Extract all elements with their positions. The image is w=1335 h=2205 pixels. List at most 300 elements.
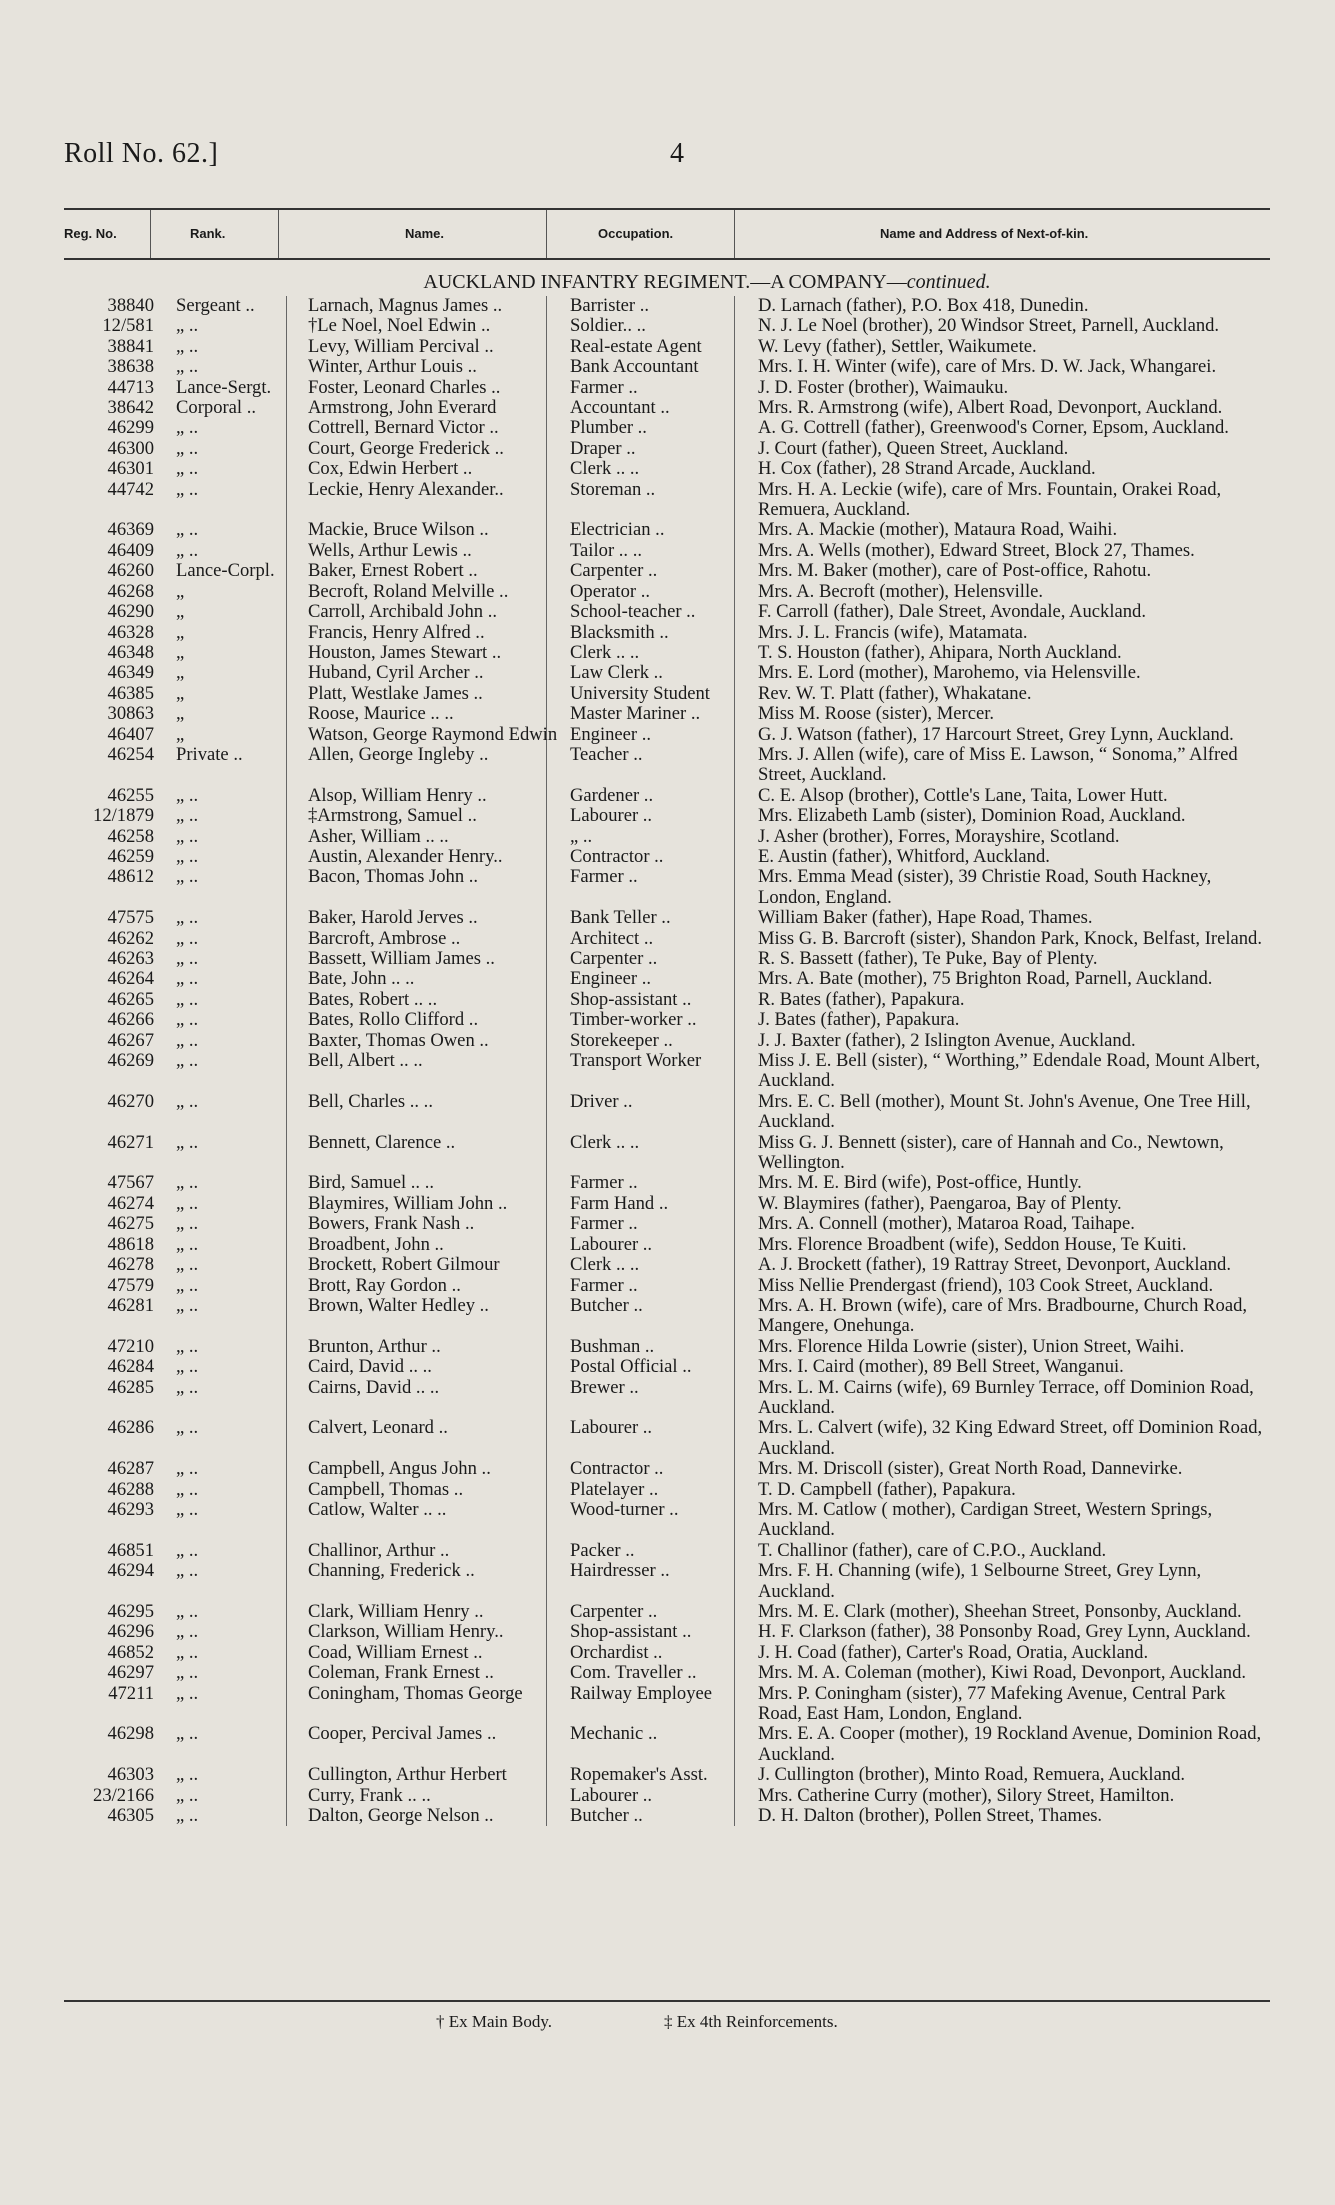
reg-number: 46254 (107, 743, 154, 765)
next-of-kin: Mrs. A. Bate (mother), 75 Brighton Road, Parnell, Auckland. (758, 968, 1213, 990)
reg-number: 46281 (107, 1294, 154, 1316)
next-of-kin: W. Levy (father), Settler, Waikumete. (758, 335, 1037, 357)
reg-number: 46852 (107, 1641, 154, 1663)
rank: Lance-Sergt. (176, 376, 272, 398)
rank: „ .. (176, 1764, 199, 1786)
soldier-name: Broadbent, John .. (308, 1233, 444, 1255)
soldier-name: Baker, Harold Jerves .. (308, 907, 478, 929)
occupation: Architect .. (570, 927, 654, 949)
reg-number: 46271 (107, 1131, 154, 1153)
table-row (64, 1133, 1270, 1174)
section-title: AUCKLAND INFANTRY REGIMENT.—A COMPANY—continued. (423, 271, 991, 293)
table-row (64, 1480, 1270, 1500)
column-divider (278, 210, 279, 258)
column-divider (734, 210, 735, 258)
soldier-name: Cottrell, Bernard Victor .. (308, 417, 499, 439)
next-of-kin: Miss J. E. Bell (sister), “ Worthing,” Edendale Road, Mount Albert, Auckland. (758, 1050, 1261, 1092)
next-of-kin: J. D. Foster (brother), Waimauku. (758, 376, 1009, 398)
next-of-kin: Mrs. E. Lord (mother), Marohemo, via Helensville. (758, 662, 1141, 684)
rank: „ .. (176, 1254, 199, 1276)
soldier-name: Bell, Albert .. .. (308, 1050, 423, 1072)
rank: „ .. (176, 1294, 199, 1316)
rank: „ .. (176, 1784, 199, 1806)
occupation: School-teacher .. (570, 601, 696, 623)
rank: „ .. (176, 1682, 199, 1704)
occupation: University Student (570, 682, 710, 704)
table-row (64, 602, 1270, 622)
rank: „ .. (176, 356, 199, 378)
rank: „ .. (176, 845, 199, 867)
reg-number: 46303 (107, 1764, 154, 1786)
next-of-kin: G. J. Watson (father), 17 Harcourt Street, Grey Lynn, Auckland. (758, 723, 1234, 745)
occupation: Plumber .. (570, 417, 647, 439)
next-of-kin: J. Asher (brother), Forres, Morayshire, Scotland. (758, 825, 1120, 847)
rank: „ .. (176, 1090, 199, 1112)
rank: „ .. (176, 1376, 199, 1398)
occupation: Tailor .. .. (570, 539, 643, 561)
occupation: Driver .. (570, 1090, 633, 1112)
soldier-name: Cullington, Arthur Herbert (308, 1764, 507, 1786)
occupation: Butcher .. (570, 1805, 643, 1827)
rank: „ .. (176, 988, 199, 1010)
table-row (64, 908, 1270, 928)
rank: Sergeant .. (176, 295, 255, 316)
next-of-kin: R. S. Bassett (father), Te Puke, Bay of Plenty. (758, 948, 1098, 969)
rank: „ (176, 641, 185, 663)
reg-number: 46268 (107, 580, 154, 602)
next-of-kin: Miss G. J. Bennett (sister), care of Hannah and Co., Newtown, Wellington. (758, 1131, 1224, 1174)
rank: „ .. (176, 927, 199, 949)
rank: „ .. (176, 866, 199, 888)
occupation: Labourer .. (570, 805, 653, 827)
next-of-kin: E. Austin (father), Whitford, Auckland. (758, 845, 1050, 867)
occupation: Farmer .. (570, 866, 638, 888)
reg-number: 47210 (107, 1335, 154, 1357)
reg-number: 38841 (107, 335, 154, 357)
occupation: Storekeeper .. (570, 1029, 673, 1051)
next-of-kin: H. F. Clarkson (father), 38 Ponsonby Road, Grey Lynn, Auckland. (758, 1621, 1251, 1643)
rank: „ .. (176, 968, 199, 990)
soldier-name: Court, George Frederick .. (308, 437, 504, 459)
next-of-kin: Mrs. M. Baker (mother), care of Post-office, Rahotu. (758, 560, 1152, 582)
next-of-kin: Mrs. M. E. Clark (mother), Sheehan Street, Ponsonby, Auckland. (758, 1601, 1242, 1622)
reg-number: 46266 (107, 1009, 154, 1031)
rank: „ .. (176, 1805, 199, 1827)
rank: „ (176, 662, 185, 684)
occupation: Clerk .. .. (570, 458, 640, 480)
soldier-name: Winter, Arthur Louis .. (308, 356, 477, 378)
next-of-kin: Mrs. L. M. Cairns (wife), 69 Burnley Terrace, off Dominion Road, Auckland. (758, 1376, 1254, 1418)
rank: „ .. (176, 1356, 199, 1378)
soldier-name: Brockett, Robert Gilmour (308, 1254, 500, 1276)
occupation: Wood-turner .. (570, 1498, 679, 1520)
table-row (64, 1684, 1270, 1725)
soldier-name: Levy, William Percival .. (308, 335, 494, 357)
soldier-name: ‡Armstrong, Samuel .. (308, 805, 477, 827)
table-row (64, 827, 1270, 847)
soldier-name: Brott, Ray Gordon .. (308, 1274, 461, 1296)
soldier-name: Bacon, Thomas John .. (308, 866, 479, 888)
next-of-kin: J. J. Baxter (father), 2 Islington Avenue, Auckland. (758, 1029, 1136, 1051)
reg-number: 46293 (107, 1498, 154, 1520)
soldier-name: Asher, William .. .. (308, 825, 449, 847)
table-row (64, 1031, 1270, 1051)
roll-rows (64, 296, 1270, 1826)
occupation: Labourer .. (570, 1417, 653, 1439)
soldier-name: Bowers, Frank Nash .. (308, 1213, 475, 1235)
table-row (64, 1051, 1270, 1092)
table-row (64, 1602, 1270, 1622)
table-row (64, 398, 1270, 418)
reg-number: 46349 (107, 662, 154, 684)
soldier-name: Huband, Cyril Archer .. (308, 662, 484, 684)
reg-number: 44742 (107, 478, 154, 500)
next-of-kin: Rev. W. T. Platt (father), Whakatane. (758, 682, 1032, 704)
occupation: Carpenter .. (570, 560, 658, 582)
reg-number: 46305 (107, 1805, 154, 1827)
table-row (64, 867, 1270, 908)
soldier-name: Bates, Robert .. .. (308, 988, 438, 1010)
rank: „ .. (176, 458, 199, 480)
table-row (64, 663, 1270, 683)
occupation: Com. Traveller .. (570, 1662, 697, 1684)
next-of-kin: Mrs. E. A. Cooper (mother), 19 Rockland Avenue, Dominion Road, Auckland. (758, 1723, 1262, 1765)
occupation: Farmer .. (570, 376, 638, 398)
occupation: Clerk .. .. (570, 1254, 640, 1276)
rank: „ .. (176, 1641, 199, 1663)
soldier-name: Barcroft, Ambrose .. (308, 927, 461, 949)
next-of-kin: H. Cox (father), 28 Strand Arcade, Auckland. (758, 458, 1096, 480)
next-of-kin: Mrs. Emma Mead (sister), 39 Christie Road, South Hackney, London, England. (758, 866, 1212, 908)
rank: „ .. (176, 519, 199, 541)
rank: „ .. (176, 1601, 199, 1622)
occupation: Accountant .. (570, 397, 670, 419)
reg-number: 46262 (107, 927, 154, 949)
soldier-name: Cooper, Percival James .. (308, 1723, 497, 1745)
soldier-name: Cairns, David .. .. (308, 1376, 440, 1398)
soldier-name: Coningham, Thomas George (308, 1682, 523, 1704)
next-of-kin: Mrs. Catherine Curry (mother), Silory Street, Hamilton. (758, 1784, 1175, 1806)
table-row (64, 990, 1270, 1010)
soldier-name: Cox, Edwin Herbert .. (308, 458, 473, 480)
table-row (64, 1255, 1270, 1275)
column-divider (546, 210, 547, 258)
occupation: Bank Accountant (570, 356, 699, 378)
occupation: Master Mariner .. (570, 703, 701, 725)
next-of-kin: Mrs. H. A. Leckie (wife), care of Mrs. Fountain, Orakei Road, Remuera, Auckland. (758, 478, 1222, 521)
occupation: Railway Employee (570, 1682, 712, 1704)
soldier-name: Channing, Frederick .. (308, 1560, 475, 1582)
table-row (64, 1643, 1270, 1663)
next-of-kin: Mrs. L. Calvert (wife), 32 King Edward Street, off Dominion Road, Auckland. (758, 1417, 1263, 1459)
rank: Private .. (176, 743, 243, 765)
table-row (64, 704, 1270, 724)
rank: „ .. (176, 1274, 199, 1296)
table-row (64, 1806, 1270, 1826)
rank: „ (176, 723, 185, 745)
soldier-name: Brunton, Arthur .. (308, 1335, 441, 1357)
next-of-kin: J. Bates (father), Papakura. (758, 1009, 960, 1031)
table-row (64, 1296, 1270, 1337)
reg-number: 46285 (107, 1376, 154, 1398)
reg-number: 47211 (108, 1682, 154, 1704)
occupation: Contractor .. (570, 1458, 664, 1480)
col-head-kin: Name and Address of Next-of-kin. (880, 226, 1089, 241)
soldier-name: Baxter, Thomas Owen .. (308, 1029, 489, 1051)
next-of-kin: R. Bates (father), Papakura. (758, 988, 965, 1010)
footnote-main-body: † Ex Main Body. (436, 2012, 553, 2031)
next-of-kin: T. D. Campbell (father), Papakura. (758, 1478, 1016, 1500)
table-row (64, 1418, 1270, 1459)
occupation: Carpenter .. (570, 948, 658, 969)
rank: „ .. (176, 539, 199, 561)
occupation: Postal Official .. (570, 1356, 692, 1378)
rank: „ (176, 703, 185, 725)
reg-number: 46296 (107, 1621, 154, 1643)
soldier-name: Roose, Maurice .. .. (308, 703, 454, 725)
reg-number: 46348 (107, 641, 154, 663)
next-of-kin: Mrs. A. Connell (mother), Mataroa Road, Taihape. (758, 1213, 1135, 1235)
occupation: Draper .. (570, 437, 636, 459)
reg-number: 46284 (107, 1356, 154, 1378)
next-of-kin: Mrs. J. L. Francis (wife), Matamata. (758, 621, 1028, 643)
occupation: Law Clerk .. (570, 662, 663, 684)
table-row (64, 439, 1270, 459)
table-row (64, 378, 1270, 398)
occupation: Storeman .. (570, 478, 656, 500)
reg-number: 46297 (107, 1662, 154, 1684)
table-row (64, 1337, 1270, 1357)
rank: „ .. (176, 1498, 199, 1520)
occupation: Teacher .. (570, 743, 643, 765)
occupation: Bushman .. (570, 1335, 655, 1357)
reg-number: 46274 (107, 1192, 154, 1214)
rank: „ .. (176, 1050, 199, 1072)
reg-number: 38638 (107, 356, 154, 378)
rank: „ (176, 601, 185, 623)
rank: „ .. (176, 1009, 199, 1031)
occupation: Farmer .. (570, 1274, 638, 1296)
occupation: „ .. (570, 825, 593, 847)
table-row (64, 725, 1270, 745)
col-head-rank: Rank. (190, 226, 226, 241)
next-of-kin: Mrs. I. Caird (mother), 89 Bell Street, Wanganui. (758, 1356, 1124, 1378)
soldier-name: Armstrong, John Everard (308, 397, 497, 419)
roll-table (64, 208, 1270, 1826)
reg-number: 46263 (107, 948, 154, 969)
next-of-kin: William Baker (father), Hape Road, Thames. (758, 907, 1093, 929)
rank: „ .. (176, 1621, 199, 1643)
soldier-name: Alsop, William Henry .. (308, 784, 487, 806)
next-of-kin: Mrs. M. Driscoll (sister), Great North Road, Dannevirke. (758, 1458, 1183, 1480)
reg-number: 12/581 (102, 315, 154, 337)
reg-number: 48618 (107, 1233, 154, 1255)
soldier-name: Caird, David .. .. (308, 1356, 432, 1378)
soldier-name: Carroll, Archibald John .. (308, 601, 498, 623)
reg-number: 46851 (107, 1539, 154, 1561)
next-of-kin: N. J. Le Noel (brother), 20 Windsor Street, Parnell, Auckland. (758, 315, 1220, 337)
reg-number: 30863 (107, 703, 154, 725)
reg-number: 38642 (107, 397, 154, 419)
rank: „ .. (176, 437, 199, 459)
next-of-kin: J. Court (father), Queen Street, Auckland. (758, 437, 1069, 459)
reg-number: 46290 (107, 601, 154, 623)
soldier-name: †Le Noel, Noel Edwin .. (308, 315, 491, 337)
next-of-kin: D. H. Dalton (brother), Pollen Street, Thames. (758, 1805, 1103, 1827)
reg-number: 46265 (107, 988, 154, 1010)
reg-number: 44713 (107, 376, 154, 398)
reg-number: 46255 (107, 784, 154, 806)
table-row (64, 847, 1270, 867)
table-row (64, 969, 1270, 989)
next-of-kin: Mrs. Florence Broadbent (wife), Seddon House, Te Kuiti. (758, 1233, 1187, 1255)
reg-number: 46288 (107, 1478, 154, 1500)
soldier-name: Curry, Frank .. .. (308, 1784, 431, 1806)
table-row (64, 541, 1270, 561)
next-of-kin: J. Cullington (brother), Minto Road, Remuera, Auckland. (758, 1764, 1186, 1786)
reg-number: 46258 (107, 825, 154, 847)
reg-number: 46270 (107, 1090, 154, 1112)
table-row (64, 929, 1270, 949)
table-row (64, 1724, 1270, 1765)
rank: „ .. (176, 1539, 199, 1561)
soldier-name: Bennett, Clarence .. (308, 1131, 456, 1153)
reg-number: 46294 (107, 1560, 154, 1582)
reg-number: 46259 (107, 845, 154, 867)
next-of-kin: J. H. Coad (father), Carter's Road, Oratia, Auckland. (758, 1641, 1149, 1663)
rank: „ .. (176, 417, 199, 439)
reg-number: 46407 (107, 723, 154, 745)
soldier-name: Larnach, Magnus James .. (308, 295, 503, 316)
soldier-name: Coleman, Frank Ernest .. (308, 1662, 494, 1684)
soldier-name: Allen, George Ingleby .. (308, 743, 489, 765)
reg-number: 46287 (107, 1458, 154, 1480)
soldier-name: Blaymires, William John .. (308, 1192, 508, 1214)
next-of-kin: Mrs. F. H. Channing (wife), 1 Selbourne Street, Grey Lynn, Auckland. (758, 1560, 1202, 1602)
soldier-name: Bird, Samuel .. .. (308, 1172, 435, 1194)
table-row (64, 1276, 1270, 1296)
occupation: Farm Hand .. (570, 1192, 669, 1214)
table-row (64, 1561, 1270, 1602)
occupation: Labourer .. (570, 1784, 653, 1806)
occupation: Farmer .. (570, 1172, 638, 1194)
table-row (64, 623, 1270, 643)
reg-number: 46301 (107, 458, 154, 480)
occupation: Farmer .. (570, 1213, 638, 1235)
occupation: Platelayer .. (570, 1478, 659, 1500)
next-of-kin: Mrs. Florence Hilda Lowrie (sister), Union Street, Waihi. (758, 1335, 1185, 1357)
reg-number: 23/2166 (93, 1784, 154, 1806)
soldier-name: Bate, John .. .. (308, 968, 415, 990)
occupation: Mechanic .. (570, 1723, 658, 1745)
soldier-name: Watson, George Raymond Edwin (308, 723, 558, 745)
table-row (64, 949, 1270, 969)
occupation: Hairdresser .. (570, 1560, 670, 1582)
rank: „ .. (176, 805, 199, 827)
next-of-kin: Mrs. M. Catlow ( mother), Cardigan Street, Western Springs, Auckland. (758, 1498, 1213, 1541)
next-of-kin: A. J. Brockett (father), 19 Rattray Street, Devonport, Auckland. (758, 1254, 1231, 1276)
table-row (64, 561, 1270, 581)
page-number: 4 (670, 138, 684, 169)
rank: „ .. (176, 1172, 199, 1194)
reg-number: 47579 (107, 1274, 154, 1296)
next-of-kin: Mrs. Elizabeth Lamb (sister), Dominion Road, Auckland. (758, 805, 1186, 827)
table-row (64, 1173, 1270, 1193)
reg-number: 46260 (107, 560, 154, 582)
next-of-kin: Mrs. I. H. Winter (wife), care of Mrs. D. W. Jack, Whangarei. (758, 356, 1217, 378)
rank: „ .. (176, 1417, 199, 1439)
next-of-kin: Mrs. J. Allen (wife), care of Miss E. Lawson, “ Sonoma,” Alfred Street, Auckland. (758, 743, 1238, 786)
next-of-kin: W. Blaymires (father), Paengaroa, Bay of Plenty. (758, 1192, 1122, 1214)
next-of-kin: T. Challinor (father), care of C.P.O., Auckland. (758, 1539, 1107, 1561)
occupation: Orchardist .. (570, 1641, 663, 1663)
soldier-name: Campbell, Thomas .. (308, 1478, 464, 1500)
table-row (64, 1459, 1270, 1479)
reg-number: 46300 (107, 437, 154, 459)
reg-number: 46269 (107, 1050, 154, 1072)
next-of-kin: T. S. Houston (father), Ahipara, North Auckland. (758, 641, 1122, 663)
roll-title: Roll No. 62.] (64, 138, 219, 169)
column-divider (150, 210, 151, 258)
table-row (64, 806, 1270, 826)
rank: „ .. (176, 1560, 199, 1582)
rank: „ .. (176, 1662, 199, 1684)
soldier-name: Platt, Westlake James .. (308, 682, 483, 704)
occupation: Barrister .. (570, 295, 649, 316)
reg-number: 46299 (107, 417, 154, 439)
table-row (64, 480, 1270, 521)
rank: „ .. (176, 1458, 199, 1480)
table-row (64, 459, 1270, 479)
occupation: Soldier.. .. (570, 315, 646, 337)
rank: „ (176, 580, 185, 602)
table-row (64, 745, 1270, 786)
table-row (64, 1541, 1270, 1561)
occupation: Operator .. (570, 580, 651, 602)
occupation: Electrician .. (570, 519, 665, 541)
table-row (64, 520, 1270, 540)
reg-number: 47575 (107, 907, 154, 929)
rank: „ .. (176, 1478, 199, 1500)
soldier-name: Catlow, Walter .. .. (308, 1498, 447, 1520)
next-of-kin: Mrs. A. Mackie (mother), Mataura Road, Waihi. (758, 519, 1118, 541)
occupation: Labourer .. (570, 1233, 653, 1255)
rank: „ .. (176, 1233, 199, 1255)
occupation: Shop-assistant .. (570, 988, 692, 1010)
table-row (64, 1357, 1270, 1377)
occupation: Clerk .. .. (570, 641, 640, 663)
occupation: Shop-assistant .. (570, 1621, 692, 1643)
next-of-kin: Mrs. R. Armstrong (wife), Albert Road, Devonport, Auckland. (758, 397, 1223, 419)
table-row (64, 643, 1270, 663)
next-of-kin: F. Carroll (father), Dale Street, Avondale, Auckland. (758, 601, 1146, 623)
occupation: Clerk .. .. (570, 1131, 640, 1153)
next-of-kin: Mrs. M. A. Coleman (mother), Kiwi Road, Devonport, Auckland. (758, 1662, 1247, 1684)
reg-number: 46278 (107, 1254, 154, 1276)
reg-number: 46385 (107, 682, 154, 704)
rank: „ .. (176, 825, 199, 847)
table-row (64, 786, 1270, 806)
rank: Corporal .. (176, 397, 257, 419)
table-row (64, 296, 1270, 316)
table-row (64, 337, 1270, 357)
next-of-kin: Mrs. A. Becroft (mother), Helensville. (758, 580, 1044, 602)
next-of-kin: D. Larnach (father), P.O. Box 418, Dunedin. (758, 295, 1089, 316)
soldier-name: Clarkson, William Henry.. (308, 1621, 504, 1643)
reg-number: 48612 (107, 866, 154, 888)
reg-number: 46267 (107, 1029, 154, 1051)
table-row (64, 1092, 1270, 1133)
